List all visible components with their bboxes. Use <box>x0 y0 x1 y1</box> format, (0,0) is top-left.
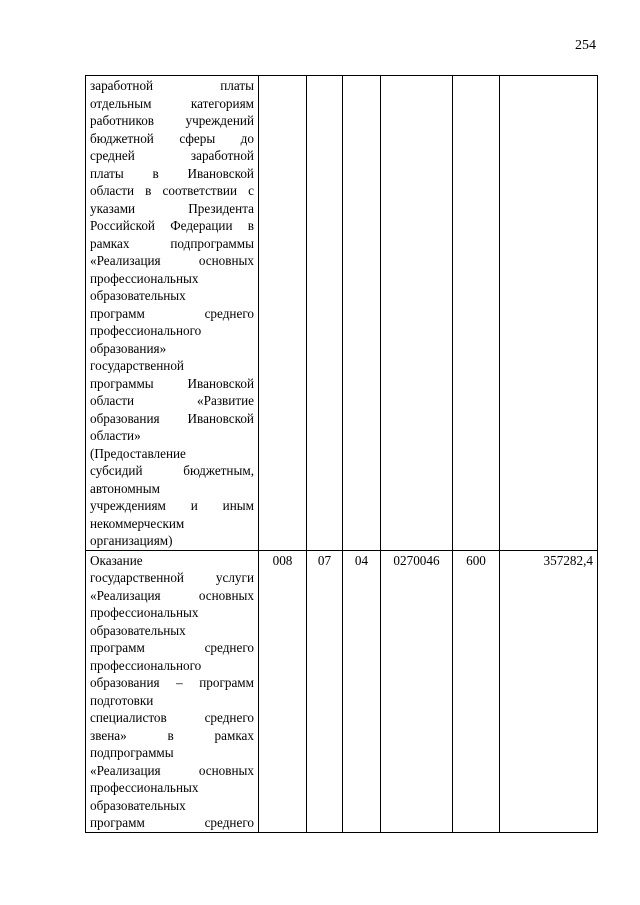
description-line: заработной платы <box>90 78 254 93</box>
amount-cell: 357282,4 <box>500 550 598 832</box>
description-line: работников учреждений <box>90 113 254 128</box>
description-line: специалистов среднего <box>90 710 254 725</box>
description-line: области в соответствии с <box>90 183 254 198</box>
budget-table <box>85 75 598 833</box>
description-line: «Реализация основных <box>90 253 254 268</box>
description-line: бюджетной сферы до <box>90 130 254 146</box>
description-line: профессиональных <box>90 605 199 620</box>
expense-type-cell: 600 <box>453 550 500 832</box>
description-line: некоммерческим <box>90 515 185 531</box>
description-line: программ среднего <box>90 815 254 830</box>
description-line: средней заработной <box>90 148 254 163</box>
row-description-cell <box>86 550 259 832</box>
subsection-code-cell: 04 <box>343 550 381 832</box>
description-line: Оказание <box>90 552 143 568</box>
description-line: программ среднего <box>90 305 254 321</box>
description-line: образования Ивановской <box>90 410 254 426</box>
table-row <box>86 76 598 551</box>
description-line: профессиональных <box>90 780 199 795</box>
description-line: учреждениям и иным <box>90 498 254 513</box>
target-article-cell <box>381 76 453 551</box>
description-line: отдельным категориям <box>90 95 254 111</box>
ministry-code-cell <box>259 76 307 551</box>
description-line: государственной <box>90 358 184 373</box>
section-code-cell: 07 <box>307 550 343 832</box>
row-description-cell <box>86 76 259 551</box>
description-line: профессионального <box>90 657 202 673</box>
description-line: программ среднего <box>90 640 254 655</box>
description-line: «Реализация основных <box>90 762 254 778</box>
description-line: образования – программ <box>90 675 254 690</box>
description-line: (Предоставление <box>90 445 186 461</box>
description-line: профессионального <box>90 323 202 338</box>
description-line: образовательных <box>90 622 186 638</box>
description-line: звена» в рамках <box>90 727 254 743</box>
description-line: автономным <box>90 480 160 496</box>
description-line: рамках подпрограммы <box>90 235 254 251</box>
description-line: образовательных <box>90 797 186 813</box>
description-line: организациям) <box>90 533 173 548</box>
description-line: образовательных <box>90 288 186 303</box>
description-line: государственной услуги <box>90 570 254 585</box>
section-code-cell <box>307 76 343 551</box>
description-line: области «Развитие <box>90 393 254 408</box>
page-number: 254 <box>575 38 596 53</box>
amount-cell <box>500 76 598 551</box>
description-line: подготовки <box>90 692 154 708</box>
description-line: программы Ивановской <box>90 375 254 391</box>
description-line: подпрограммы <box>90 745 174 760</box>
description-line: платы в Ивановской <box>90 165 254 181</box>
description-line: образования» <box>90 340 167 356</box>
description-line: субсидий бюджетным, <box>90 463 254 478</box>
expense-type-cell <box>453 76 500 551</box>
description-line: Российской Федерации в <box>90 218 254 233</box>
description-line: «Реализация основных <box>90 587 254 603</box>
description-line: профессиональных <box>90 270 199 286</box>
description-line: области» <box>90 428 141 443</box>
table-row <box>86 550 598 832</box>
target-article-cell: 0270046 <box>381 550 453 832</box>
subsection-code-cell <box>343 76 381 551</box>
description-line: указами Президента <box>90 200 254 216</box>
ministry-code-cell: 008 <box>259 550 307 832</box>
